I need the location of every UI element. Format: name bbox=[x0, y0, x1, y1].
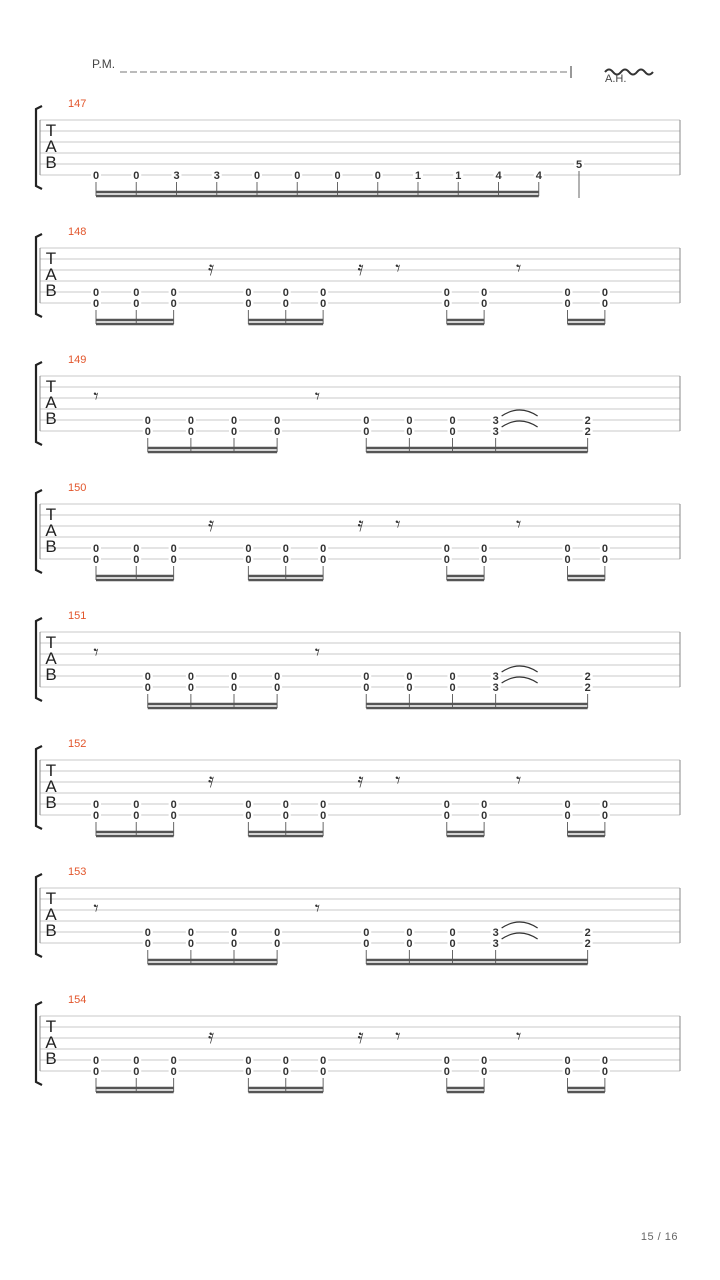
fret-number: 0 bbox=[133, 298, 140, 310]
fret-number: 0 bbox=[133, 799, 140, 811]
tab-system bbox=[36, 738, 680, 836]
fret-number: 0 bbox=[274, 927, 281, 939]
fret-number: 0 bbox=[363, 682, 370, 694]
fret-number: 0 bbox=[230, 938, 238, 950]
tab-clef-letter: T bbox=[45, 889, 57, 908]
fret-number: 0 bbox=[245, 1066, 252, 1078]
fret-number: 3 bbox=[492, 671, 499, 683]
fret-number: 0 bbox=[170, 543, 177, 555]
fret-number: 0 bbox=[187, 426, 194, 438]
eighth-rest: 𝄾 bbox=[93, 384, 99, 408]
tab-clef-letter: B bbox=[45, 921, 57, 940]
sixteenth-rest: 𝄿 bbox=[207, 1024, 215, 1048]
fret-number: 4 bbox=[535, 170, 542, 182]
measure-number: 152 bbox=[68, 738, 87, 750]
tab-clef-letter: A bbox=[45, 137, 57, 156]
fret-number: 2 bbox=[584, 682, 591, 694]
system-bracket bbox=[36, 874, 42, 957]
system-bracket bbox=[36, 618, 42, 701]
measure-number: 148 bbox=[68, 226, 87, 238]
fret-number: 1 bbox=[414, 170, 422, 182]
fret-number: 0 bbox=[92, 298, 100, 310]
fret-number: 0 bbox=[170, 1055, 177, 1067]
tab-system bbox=[36, 354, 680, 452]
fret-number: 0 bbox=[133, 170, 140, 182]
fret-number: 0 bbox=[245, 1055, 252, 1067]
fret-number: 0 bbox=[170, 1066, 177, 1078]
fret-number: 0 bbox=[282, 287, 289, 299]
tab-clef-letter: T bbox=[45, 505, 57, 524]
fret-number: 0 bbox=[564, 810, 571, 822]
tab-clef-letter: T bbox=[45, 1017, 57, 1036]
fret-number: 0 bbox=[92, 554, 100, 566]
measure-number: 151 bbox=[68, 610, 87, 622]
fret-number: 0 bbox=[320, 799, 327, 811]
fret-number: 0 bbox=[133, 287, 140, 299]
tab-clef-letter: B bbox=[45, 409, 57, 428]
fret-number: 0 bbox=[230, 671, 238, 683]
fret-number: 0 bbox=[320, 1066, 327, 1078]
tab-clef-letter: A bbox=[45, 905, 57, 924]
fret-number: 0 bbox=[187, 927, 194, 939]
measure-number: 147 bbox=[68, 98, 87, 110]
eighth-rest: 𝄾 bbox=[395, 512, 401, 536]
tie-arc bbox=[502, 933, 538, 939]
articulation-header bbox=[92, 57, 653, 85]
fret-number: 0 bbox=[601, 799, 608, 811]
tab-system bbox=[36, 994, 680, 1092]
fret-number: 5 bbox=[575, 159, 583, 171]
tie-arc bbox=[502, 677, 538, 683]
tie-arc bbox=[502, 410, 538, 416]
fret-number: 0 bbox=[449, 415, 456, 427]
fret-number: 2 bbox=[584, 426, 591, 438]
fret-number: 0 bbox=[443, 287, 450, 299]
fret-number: 0 bbox=[564, 287, 571, 299]
measure-number: 153 bbox=[68, 866, 87, 878]
palm-mute-label: P.M. bbox=[92, 57, 116, 71]
fret-number: 0 bbox=[170, 298, 177, 310]
fret-number: 0 bbox=[245, 799, 252, 811]
fret-number: 0 bbox=[406, 426, 413, 438]
fret-number: 0 bbox=[170, 799, 177, 811]
tab-clef-letter: A bbox=[45, 521, 57, 540]
fret-number: 0 bbox=[274, 938, 281, 950]
fret-number: 0 bbox=[253, 170, 261, 182]
fret-number: 2 bbox=[584, 927, 591, 939]
fret-number: 0 bbox=[443, 298, 450, 310]
fret-number: 0 bbox=[443, 799, 450, 811]
sixteenth-rest: 𝄿 bbox=[357, 1024, 364, 1048]
fret-number: 0 bbox=[320, 1055, 327, 1067]
measure-number: 149 bbox=[68, 354, 87, 366]
fret-number: 0 bbox=[449, 671, 456, 683]
fret-number: 2 bbox=[584, 938, 591, 950]
fret-number: 0 bbox=[245, 287, 252, 299]
fret-number: 0 bbox=[274, 415, 281, 427]
fret-number: 0 bbox=[187, 938, 194, 950]
measure-number: 150 bbox=[68, 482, 87, 494]
fret-number: 0 bbox=[245, 554, 252, 566]
fret-number: 0 bbox=[481, 287, 488, 299]
fret-number: 0 bbox=[564, 1066, 571, 1078]
fret-number: 0 bbox=[282, 810, 289, 822]
sixteenth-rest: 𝄿 bbox=[357, 256, 364, 280]
tie-arc bbox=[502, 666, 538, 672]
eighth-rest: 𝄾 bbox=[395, 768, 401, 792]
fret-number: 0 bbox=[133, 554, 140, 566]
tab-system bbox=[36, 98, 680, 198]
fret-number: 0 bbox=[92, 810, 100, 822]
fret-number: 0 bbox=[601, 554, 608, 566]
fret-number: 0 bbox=[564, 298, 571, 310]
fret-number: 0 bbox=[144, 682, 151, 694]
fret-number: 0 bbox=[481, 1055, 488, 1067]
fret-number: 0 bbox=[92, 170, 100, 182]
artificial-harmonic-label: A.H. bbox=[605, 73, 627, 85]
fret-number: 0 bbox=[443, 1066, 450, 1078]
fret-number: 0 bbox=[274, 426, 281, 438]
tab-clef-letter: B bbox=[45, 281, 57, 300]
fret-number: 0 bbox=[133, 810, 140, 822]
fret-number: 0 bbox=[144, 671, 151, 683]
system-bracket bbox=[36, 362, 42, 445]
fret-number: 0 bbox=[374, 170, 381, 182]
fret-number: 0 bbox=[133, 1066, 140, 1078]
fret-number: 0 bbox=[564, 543, 571, 555]
fret-number: 0 bbox=[449, 938, 456, 950]
eighth-rest: 𝄾 bbox=[395, 1024, 401, 1048]
fret-number: 0 bbox=[320, 810, 327, 822]
fret-number: 0 bbox=[230, 426, 238, 438]
fret-number: 0 bbox=[187, 682, 194, 694]
fret-number: 0 bbox=[564, 799, 571, 811]
fret-number: 0 bbox=[282, 543, 289, 555]
sixteenth-rest: 𝄿 bbox=[357, 768, 364, 792]
fret-number: 0 bbox=[230, 927, 238, 939]
fret-number: 3 bbox=[492, 415, 499, 427]
fret-number: 0 bbox=[406, 927, 413, 939]
fret-number: 0 bbox=[449, 682, 456, 694]
fret-number: 0 bbox=[133, 1055, 140, 1067]
measure-number: 154 bbox=[68, 994, 87, 1006]
fret-number: 2 bbox=[584, 415, 591, 427]
fret-number: 0 bbox=[230, 415, 238, 427]
tie-arc bbox=[502, 922, 538, 928]
fret-number: 0 bbox=[363, 938, 370, 950]
fret-number: 0 bbox=[245, 543, 252, 555]
fret-number: 0 bbox=[320, 543, 327, 555]
fret-number: 0 bbox=[481, 1066, 488, 1078]
fret-number: 0 bbox=[363, 927, 370, 939]
fret-number: 0 bbox=[92, 543, 100, 555]
tab-clef-letter: B bbox=[45, 153, 57, 172]
system-bracket bbox=[36, 490, 42, 573]
eighth-rest: 𝄾 bbox=[515, 768, 522, 792]
fret-number: 0 bbox=[144, 415, 151, 427]
fret-number: 0 bbox=[443, 1055, 450, 1067]
tab-clef-letter: T bbox=[45, 121, 57, 140]
eighth-rest: 𝄾 bbox=[515, 256, 522, 280]
fret-number: 0 bbox=[406, 682, 413, 694]
eighth-rest: 𝄾 bbox=[314, 384, 321, 408]
tie-arc bbox=[502, 421, 538, 427]
eighth-rest: 𝄾 bbox=[395, 256, 401, 280]
sixteenth-rest: 𝄿 bbox=[207, 768, 215, 792]
fret-number: 0 bbox=[443, 543, 450, 555]
sixteenth-rest: 𝄿 bbox=[357, 512, 364, 536]
fret-number: 3 bbox=[213, 170, 220, 182]
fret-number: 1 bbox=[455, 170, 462, 182]
fret-number: 3 bbox=[492, 927, 499, 939]
fret-number: 0 bbox=[92, 799, 100, 811]
fret-number: 3 bbox=[492, 426, 499, 438]
fret-number: 0 bbox=[92, 287, 100, 299]
fret-number: 0 bbox=[481, 554, 488, 566]
fret-number: 0 bbox=[481, 298, 488, 310]
fret-number: 0 bbox=[406, 671, 413, 683]
fret-number: 0 bbox=[144, 938, 151, 950]
fret-number: 0 bbox=[481, 799, 488, 811]
fret-number: 0 bbox=[481, 543, 488, 555]
tab-clef-letter: A bbox=[45, 649, 57, 668]
fret-number: 0 bbox=[601, 543, 608, 555]
tab-clef-letter: A bbox=[45, 1033, 57, 1052]
tab-clef-letter: T bbox=[45, 761, 57, 780]
fret-number: 0 bbox=[230, 682, 238, 694]
tab-system bbox=[36, 482, 680, 580]
fret-number: 0 bbox=[144, 426, 151, 438]
fret-number: 0 bbox=[187, 671, 194, 683]
fret-number: 0 bbox=[92, 1055, 100, 1067]
tab-system bbox=[36, 866, 680, 964]
tab-clef-letter: B bbox=[45, 537, 57, 556]
fret-number: 0 bbox=[170, 554, 177, 566]
tab-clef-letter: T bbox=[45, 249, 57, 268]
fret-number: 3 bbox=[492, 682, 499, 694]
fret-number: 0 bbox=[187, 415, 194, 427]
fret-number: 0 bbox=[449, 426, 456, 438]
fret-number: 0 bbox=[282, 554, 289, 566]
tab-system bbox=[36, 226, 680, 324]
eighth-rest: 𝄾 bbox=[314, 896, 321, 920]
eighth-rest: 𝄾 bbox=[515, 1024, 522, 1048]
fret-number: 0 bbox=[282, 1055, 289, 1067]
fret-number: 0 bbox=[320, 298, 327, 310]
page-number: 15 / 16 bbox=[640, 1231, 678, 1243]
eighth-rest: 𝄾 bbox=[314, 640, 321, 664]
fret-number: 0 bbox=[282, 298, 289, 310]
fret-number: 0 bbox=[363, 426, 370, 438]
fret-number: 0 bbox=[294, 170, 301, 182]
fret-number: 2 bbox=[584, 671, 591, 683]
fret-number: 0 bbox=[320, 287, 327, 299]
fret-number: 0 bbox=[170, 287, 177, 299]
fret-number: 0 bbox=[601, 810, 608, 822]
tab-clef-letter: B bbox=[45, 665, 57, 684]
tab-clef-letter: A bbox=[45, 777, 57, 796]
fret-number: 0 bbox=[144, 927, 151, 939]
tab-clef-letter: T bbox=[45, 377, 57, 396]
fret-number: 3 bbox=[492, 938, 499, 950]
fret-number: 0 bbox=[363, 671, 370, 683]
eighth-rest: 𝄾 bbox=[93, 896, 99, 920]
tab-clef-letter: B bbox=[45, 1049, 57, 1068]
fret-number: 0 bbox=[601, 1066, 608, 1078]
fret-number: 0 bbox=[564, 554, 571, 566]
eighth-rest: 𝄾 bbox=[515, 512, 522, 536]
system-bracket bbox=[36, 746, 42, 829]
tab-clef-letter: A bbox=[45, 265, 57, 284]
sixteenth-rest: 𝄿 bbox=[207, 512, 215, 536]
fret-number: 0 bbox=[443, 810, 450, 822]
fret-number: 0 bbox=[92, 1066, 100, 1078]
fret-number: 0 bbox=[601, 298, 608, 310]
tab-system bbox=[36, 610, 680, 708]
fret-number: 0 bbox=[133, 543, 140, 555]
fret-number: 0 bbox=[334, 170, 341, 182]
fret-number: 4 bbox=[495, 170, 502, 182]
fret-number: 0 bbox=[449, 927, 456, 939]
fret-number: 0 bbox=[282, 799, 289, 811]
fret-number: 0 bbox=[443, 554, 450, 566]
fret-number: 0 bbox=[363, 415, 370, 427]
fret-number: 0 bbox=[481, 810, 488, 822]
eighth-rest: 𝄾 bbox=[93, 640, 99, 664]
fret-number: 0 bbox=[274, 671, 281, 683]
fret-number: 0 bbox=[245, 810, 252, 822]
system-bracket bbox=[36, 1002, 42, 1085]
fret-number: 0 bbox=[245, 298, 252, 310]
fret-number: 0 bbox=[320, 554, 327, 566]
fret-number: 3 bbox=[173, 170, 180, 182]
sixteenth-rest: 𝄿 bbox=[207, 256, 215, 280]
system-bracket bbox=[36, 234, 42, 317]
fret-number: 0 bbox=[406, 415, 413, 427]
fret-number: 0 bbox=[601, 287, 608, 299]
tab-clef-letter: B bbox=[45, 793, 57, 812]
tab-clef-letter: A bbox=[45, 393, 57, 412]
fret-number: 0 bbox=[406, 938, 413, 950]
fret-number: 0 bbox=[170, 810, 177, 822]
fret-number: 0 bbox=[274, 682, 281, 694]
fret-number: 0 bbox=[282, 1066, 289, 1078]
system-bracket bbox=[36, 106, 42, 189]
fret-number: 0 bbox=[564, 1055, 571, 1067]
tab-clef-letter: T bbox=[45, 633, 57, 652]
fret-number: 0 bbox=[601, 1055, 608, 1067]
